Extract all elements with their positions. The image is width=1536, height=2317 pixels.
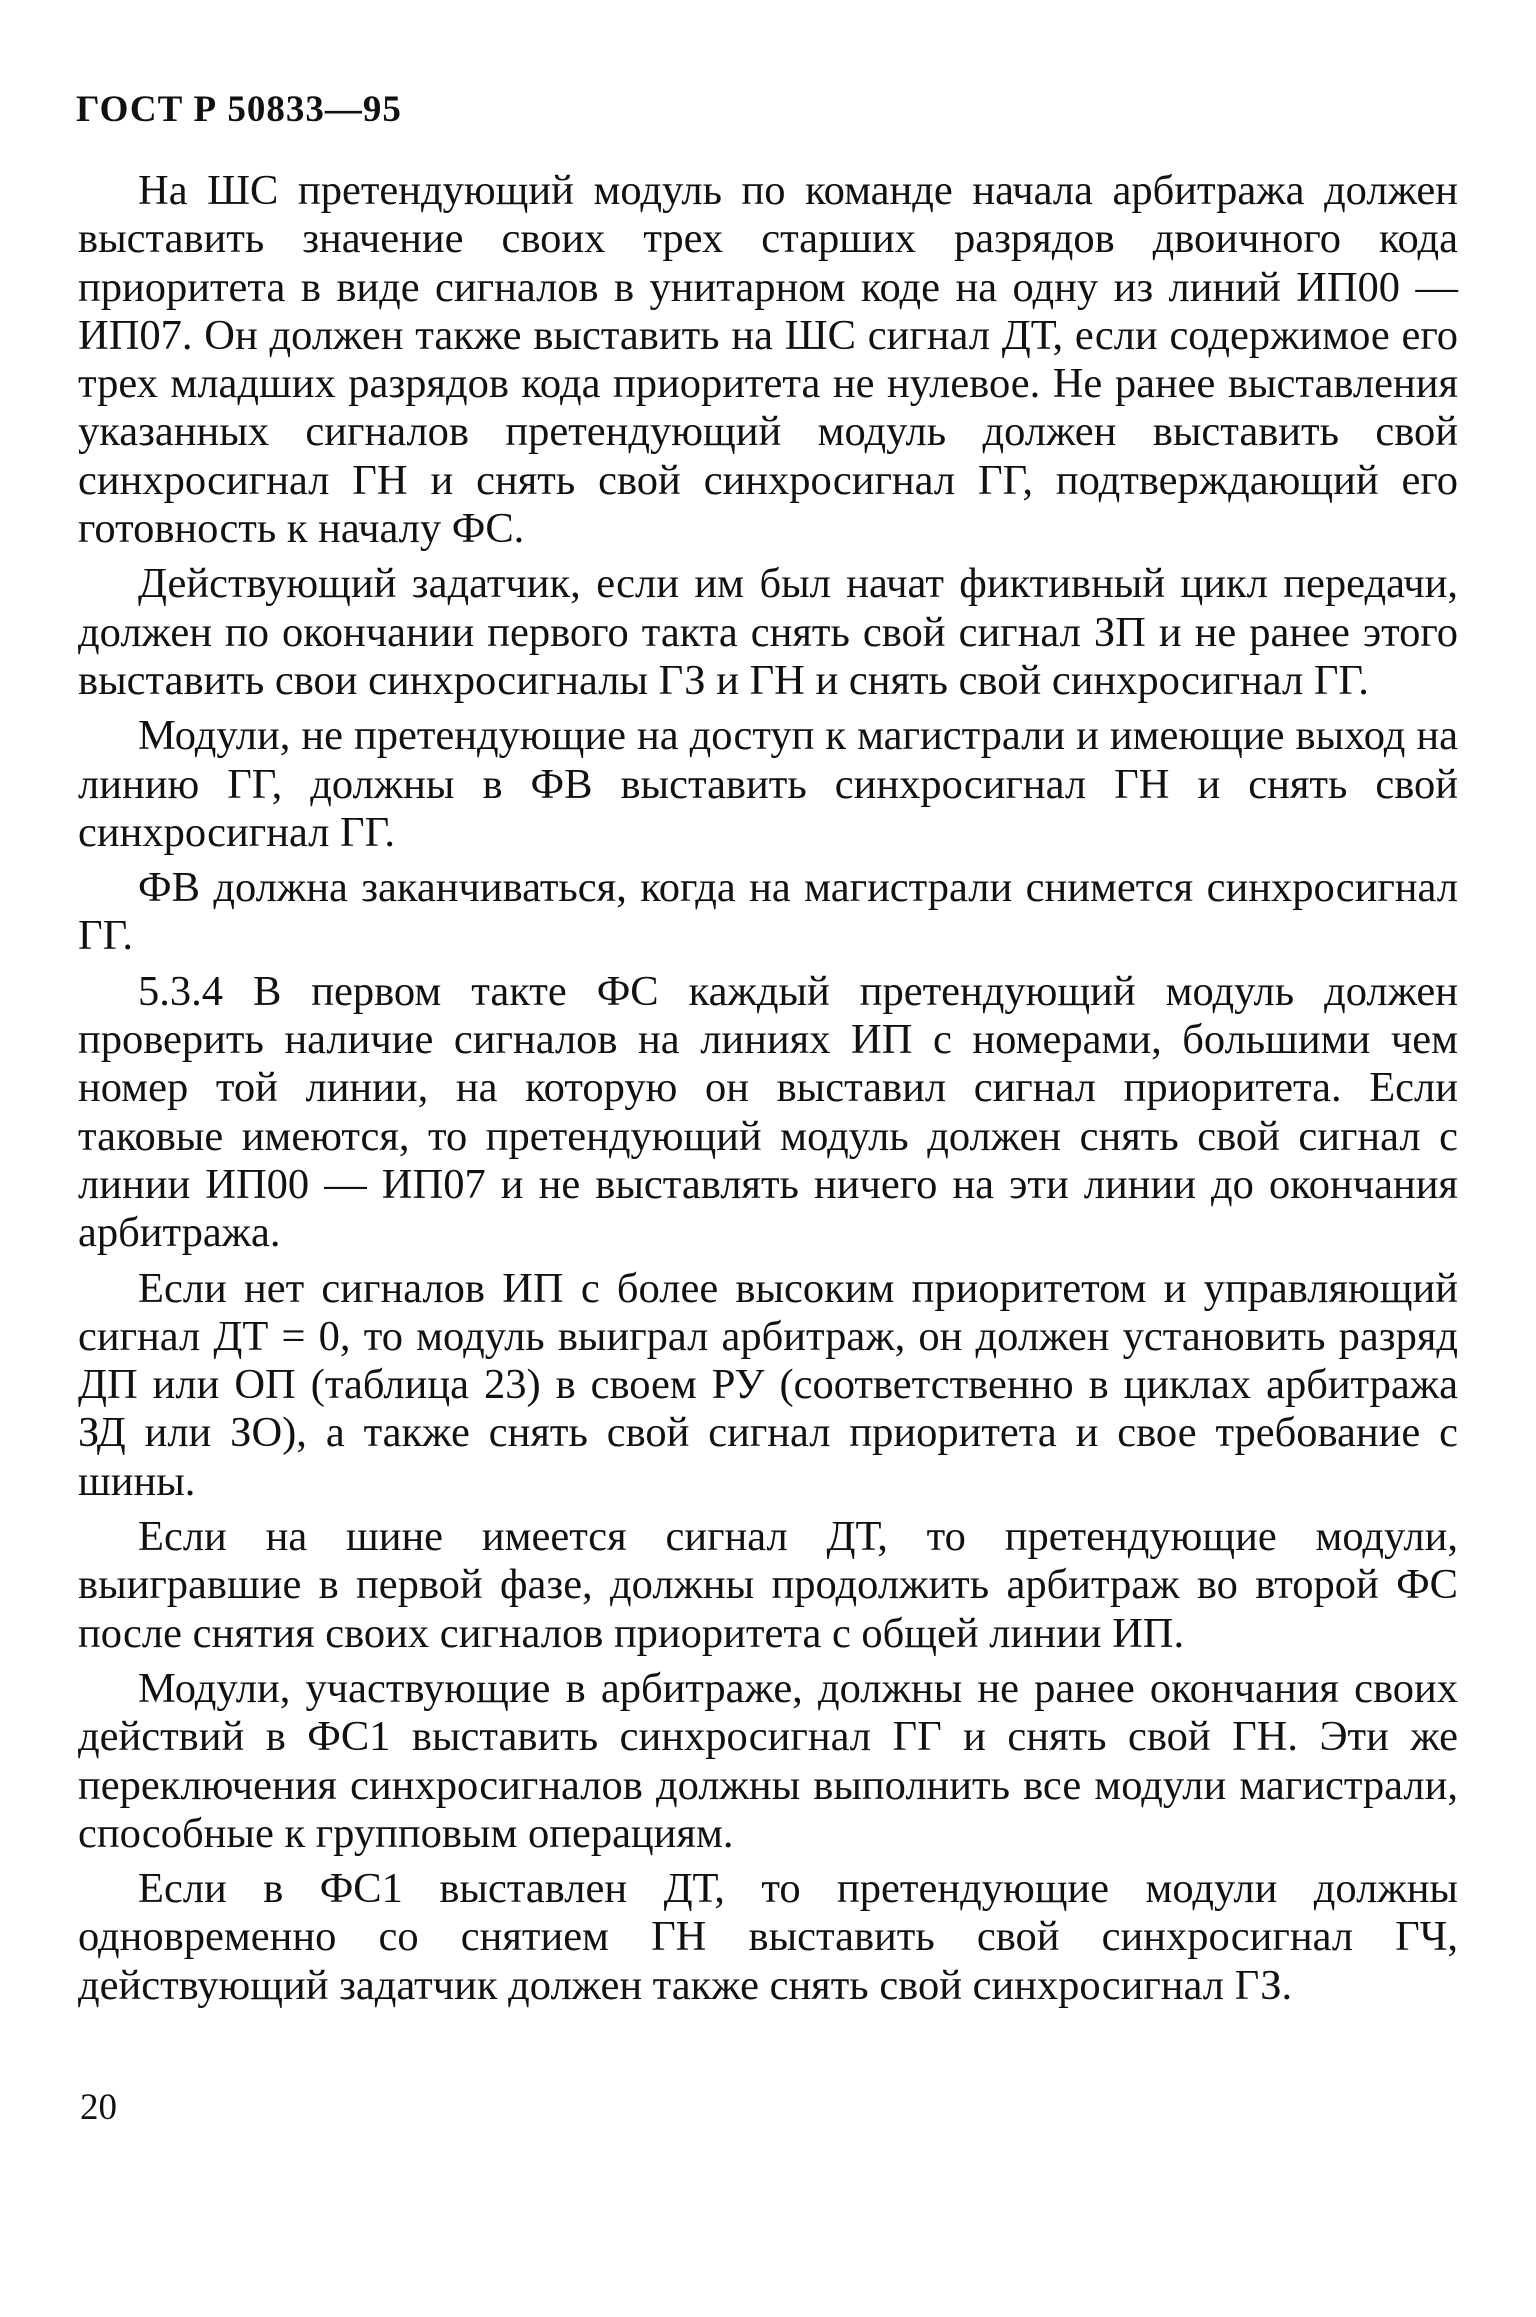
document-header: ГОСТ Р 50833—95 — [76, 89, 402, 130]
paragraph: Модули, не претендующие на доступ к магистрали и имеющие выход на линию ГГ, должны в ФВ выставить синхросигнал ГН и снять свой синхросигнал ГГ. — [78, 712, 1458, 856]
paragraph: Модули, участвующие в арбитраже, должны не ранее окончания своих действий в ФС1 выставить синхросигнал ГГ и снять свой ГН. Эти же переключения синхросигналов должны выполнить все модули магистрали, способные к групповым операциям. — [78, 1664, 1458, 1857]
page-number: 20 — [80, 2087, 117, 2128]
paragraph: 5.3.4 В первом такте ФС каждый претендующий модуль должен проверить наличие сигналов на линиях ИП с номерами, большими чем номер той линии, на которую он выставил сигнал приоритета. Если таковые имеются, то претендующий модуль должен снять свой сигнал с линии ИП00 — ИП07 и не выставлять ничего на эти линии до окончания арбитража. — [78, 967, 1458, 1257]
paragraph: Действующий задатчик, если им был начат фиктивный цикл передачи, должен по окончании первого такта снять свой сигнал ЗП и не ранее этого выставить свои синхросигналы ГЗ и ГН и снять свой синхросигнал ГГ. — [78, 560, 1458, 704]
document-body — [78, 167, 1458, 2017]
paragraph: ФВ должна заканчиваться, когда на магистрали снимется синхросигнал ГГ. — [78, 864, 1458, 960]
paragraph: Если нет сигналов ИП с более высоким приоритетом и управляющий сигнал ДТ = 0, то модуль выиграл арбитраж, он должен установить разряд ДП или ОП (таблица 23) в своем РУ (соответственно в циклах арбитража ЗД или ЗО), а также снять свой сигнал приоритета и свое требование с шины. — [78, 1264, 1458, 1505]
paragraph: Если на шине имеется сигнал ДТ, то претендующие модули, выигравшие в первой фазе, должны продолжить арбитраж во второй ФС после снятия своих сигналов приоритета с общей линии ИП. — [78, 1513, 1458, 1657]
paragraph: На ШС претендующий модуль по команде начала арбитража должен выставить значение своих трех старших разрядов двоичного кода приоритета в виде сигналов в унитарном коде на одну из линий ИП00 — ИП07. Он должен также выставить на ШС сигнал ДТ, если содержимое его трех младших разрядов кода приоритета не нулевое. Не ранее выставления указанных сигналов претендующий модуль должен выставить свой синхросигнал ГН и снять свой синхросигнал ГГ, подтверждающий его готовность к началу ФС. — [78, 167, 1458, 553]
paragraph: Если в ФС1 выставлен ДТ, то претендующие модули должны одновременно со снятием ГН выставить свой синхросигнал ГЧ, действующий задатчик должен также снять свой синхросигнал ГЗ. — [78, 1865, 1458, 2009]
